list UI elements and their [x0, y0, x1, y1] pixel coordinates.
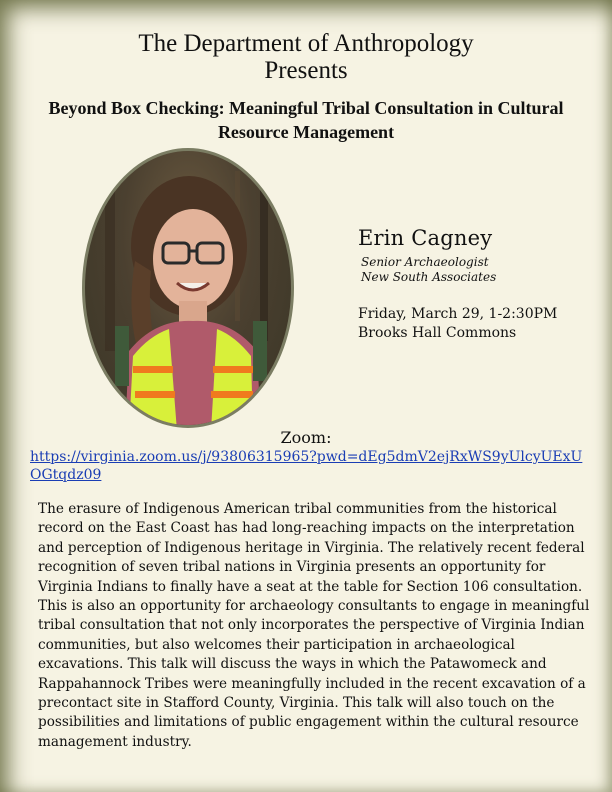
speaker-title: Senior Archaeologist — [361, 255, 489, 269]
event-datetime: Friday, March 29, 1-2:30PM — [358, 306, 558, 322]
zoom-label: Zoom: — [280, 428, 332, 447]
speaker-photo — [82, 148, 294, 428]
department-heading: The Department of Anthropology — [138, 30, 474, 57]
presents-heading: Presents — [264, 57, 348, 84]
speaker-organization: New South Associates — [361, 270, 497, 284]
talk-title: Beyond Box Checking: Meaningful Tribal Consultation in Cultural Resource Management — [48, 98, 564, 142]
zoom-link[interactable]: https://virginia.zoom.us/j/93806315965?pwd=dEg5dmV2ejRxWS9yUlcyUExUOGtqdz09 — [30, 449, 583, 483]
speaker-portrait-icon — [85, 151, 294, 428]
abstract-paragraph: The erasure of Indigenous American tribal communities from the historical record on the East Coast has had long-reaching impacts on the interpretation and perception of Indigenous heritage in Virginia. The relatively recent federal recognition of seven tribal nations in Virginia presents an opportunity for Virginia Indians to finally have a seat at the table for Section 106 consultation. This is also an opportunity for archaeology consultants to engage in meaningful tribal consultation that not only incorporates the perspective of Virginia Indian communities, but also welcomes their participation in archaeological excavations. This talk will discuss the ways in which the Patawomeck and Rappahannock Tribes were meaningfully included in the recent excavation of a precontact site in Stafford County, Virginia. This talk will also touch on the possibilities and limitations of public engagement within the cultural resource management industry. — [38, 501, 590, 750]
event-location: Brooks Hall Commons — [358, 325, 517, 341]
speaker-name: Erin Cagney — [358, 226, 493, 250]
